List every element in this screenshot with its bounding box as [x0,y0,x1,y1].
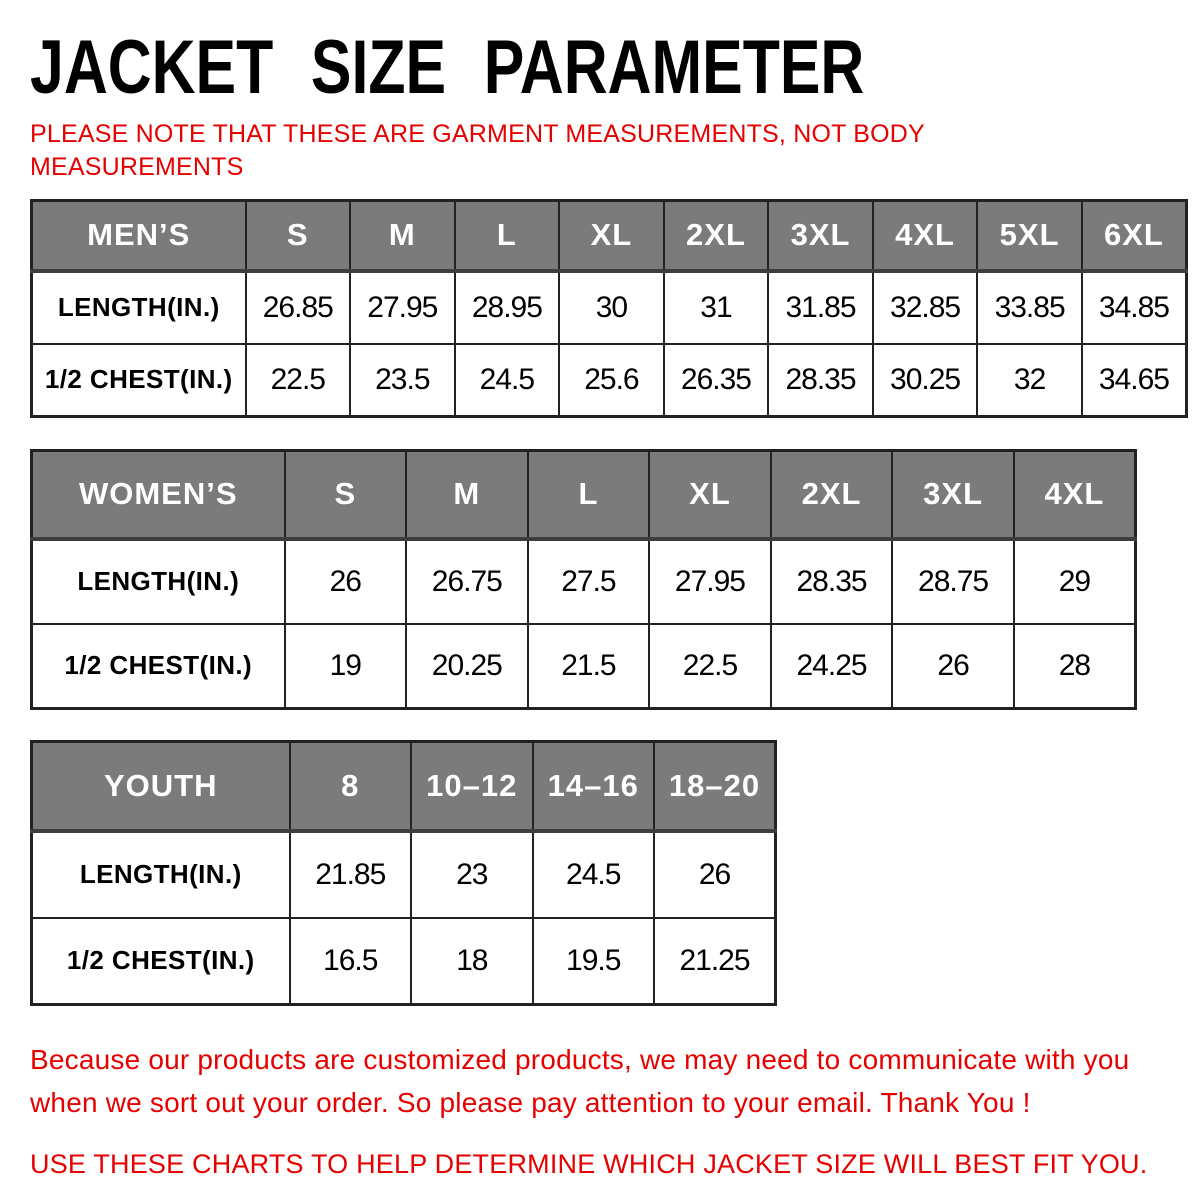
size-value: 21.25 [654,918,776,1005]
size-column-header: XL [649,451,771,539]
row-label: LENGTH(IN.) [32,539,285,624]
table-header-row [32,201,1187,271]
size-value: 26.85 [246,271,351,344]
size-value: 28.75 [892,539,1014,624]
size-value: 19 [285,624,407,709]
size-value: 28.35 [771,539,893,624]
table-row [32,831,776,918]
size-value: 32.85 [873,271,978,344]
size-value: 30.25 [873,344,978,417]
size-column-header: XL [559,201,664,271]
table-row [32,624,1136,709]
size-value: 21.85 [290,831,412,918]
table-title-cell: MEN’S [32,201,246,271]
row-label: 1/2 CHEST(IN.) [32,344,246,417]
size-column-header: S [246,201,351,271]
size-value: 33.85 [977,271,1082,344]
row-label: 1/2 CHEST(IN.) [32,624,285,709]
size-value: 27.95 [649,539,771,624]
size-value: 24.5 [533,831,655,918]
row-label: LENGTH(IN.) [32,271,246,344]
table-row [32,539,1136,624]
size-value: 31.85 [768,271,873,344]
size-column-header: 8 [290,742,412,831]
size-column-header: 3XL [892,451,1014,539]
size-value: 30 [559,271,664,344]
size-value: 19.5 [533,918,655,1005]
size-column-header: 4XL [1014,451,1136,539]
size-column-header: 2XL [664,201,769,271]
size-value: 23 [411,831,533,918]
size-value: 34.85 [1082,271,1187,344]
size-column-header: L [528,451,650,539]
size-value: 26 [892,624,1014,709]
row-label: LENGTH(IN.) [32,831,290,918]
size-value: 24.5 [455,344,560,417]
size-column-header: L [455,201,560,271]
size-value: 26 [285,539,407,624]
table-row [32,918,776,1005]
size-column-header: M [350,201,455,271]
size-column-header: 18–20 [654,742,776,831]
table-title-cell: WOMEN’S [32,451,285,539]
size-column-header: 14–16 [533,742,655,831]
size-value: 23.5 [350,344,455,417]
size-column-header: M [406,451,528,539]
size-value: 25.6 [559,344,664,417]
size-value: 28 [1014,624,1136,709]
size-column-header: 6XL [1082,201,1187,271]
size-value: 18 [411,918,533,1005]
page-title: JACKET SIZE PARAMETER [30,25,865,110]
size-value: 24.25 [771,624,893,709]
size-value: 32 [977,344,1082,417]
size-column-header: 5XL [977,201,1082,271]
womens-size-table [30,449,1137,710]
table-row [32,344,1187,417]
size-column-header: 2XL [771,451,893,539]
size-value: 27.95 [350,271,455,344]
size-value: 21.5 [528,624,650,709]
size-column-header: S [285,451,407,539]
size-column-header: 4XL [873,201,978,271]
size-value: 22.5 [649,624,771,709]
size-value: 26.35 [664,344,769,417]
size-value: 16.5 [290,918,412,1005]
row-label: 1/2 CHEST(IN.) [32,918,290,1005]
size-value: 28.35 [768,344,873,417]
size-value: 26.75 [406,539,528,624]
size-value: 27.5 [528,539,650,624]
customization-notice: Because our products are customized products, we may need to communicate with you when we sort out your order. So please pay attention to your email. Thank You ! [30,1044,1130,1119]
size-value: 22.5 [246,344,351,417]
size-column-header: 10–12 [411,742,533,831]
mens-size-table [30,199,1188,418]
size-value: 29 [1014,539,1136,624]
youth-size-table [30,740,777,1006]
size-column-header: 3XL [768,201,873,271]
chart-usage-note: USE THESE CHARTS TO HELP DETERMINE WHICH JACKET SIZE WILL BEST FIT YOU. [30,1148,1148,1179]
size-value: 31 [664,271,769,344]
table-row [32,271,1187,344]
table-title-cell: YOUTH [32,742,290,831]
size-value: 28.95 [455,271,560,344]
size-value: 26 [654,831,776,918]
garment-measurement-note: PLEASE NOTE THAT THESE ARE GARMENT MEASUREMENTS, NOT BODY MEASUREMENTS [30,120,925,181]
size-value: 34.65 [1082,344,1187,417]
table-header-row [32,742,776,831]
size-value: 20.25 [406,624,528,709]
table-header-row [32,451,1136,539]
